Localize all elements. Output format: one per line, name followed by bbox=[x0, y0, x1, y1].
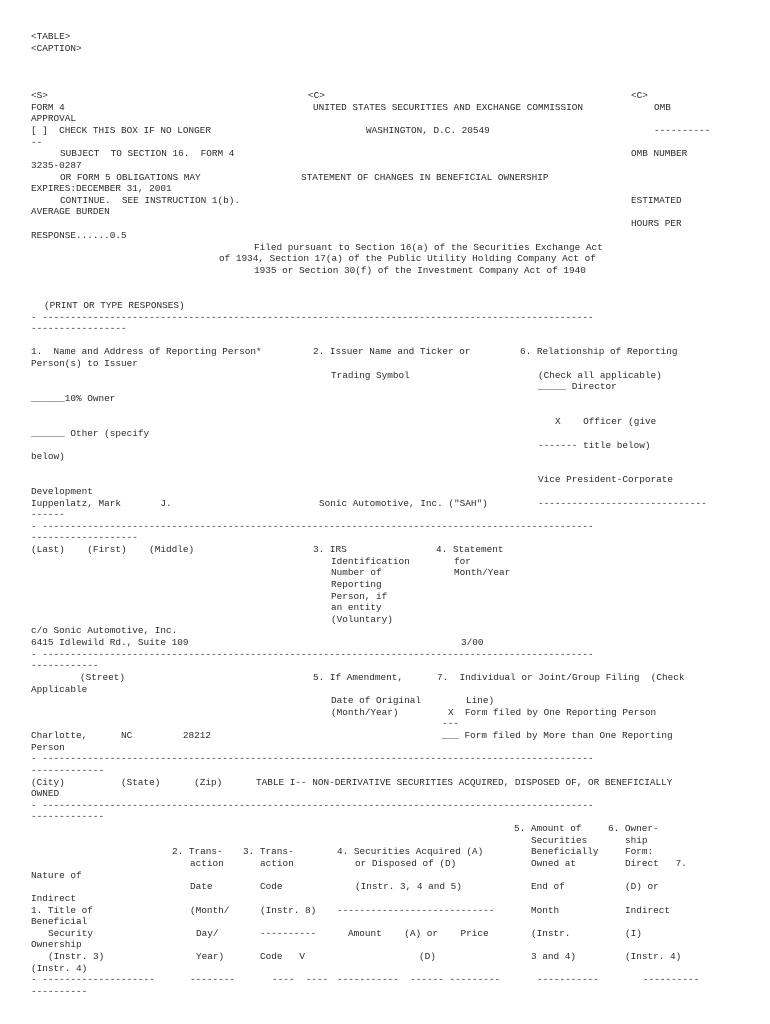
text-line: ---- ---- bbox=[272, 974, 329, 985]
text-line: Date bbox=[190, 881, 213, 892]
text-line: (Instr. 4) bbox=[31, 963, 88, 974]
text-line: Identification bbox=[331, 556, 410, 567]
text-line: CONTINUE. SEE INSTRUCTION 1(b). bbox=[60, 195, 241, 206]
text-line: <C> bbox=[631, 90, 648, 101]
text-line: (Last) (First) (Middle) bbox=[31, 544, 195, 555]
text-line: - -------------------- bbox=[31, 974, 155, 985]
text-line: Person(s) to Issuer bbox=[31, 358, 138, 369]
text-line: - -------------------------------------------------------------------------------------------------- bbox=[31, 800, 594, 811]
text-line: <CAPTION> bbox=[31, 43, 82, 54]
text-line: or Disposed of (D) bbox=[355, 858, 457, 869]
text-line: Vice President-Corporate bbox=[538, 474, 674, 485]
text-line: Owned at bbox=[531, 858, 577, 869]
text-line: OWNED bbox=[31, 788, 60, 799]
text-line: Iuppenlatz, Mark J. bbox=[31, 498, 172, 509]
text-line: OMB NUMBER bbox=[631, 148, 688, 159]
text-line: -------- bbox=[190, 974, 236, 985]
text-line: (City) (State) (Zip) TABLE I-- NON-DERIVATIVE SECURITIES ACQUIRED, DISPOSED OF, OR BENEFICIALLY bbox=[31, 777, 673, 788]
text-line: (PRINT OR TYPE RESPONSES) bbox=[44, 300, 185, 311]
text-line: 1. Title of bbox=[31, 905, 93, 916]
text-line: ______ Other (specify bbox=[31, 428, 150, 439]
text-line: below) bbox=[31, 451, 65, 462]
text-line: ------------ bbox=[31, 660, 99, 671]
text-line: 2. Issuer Name and Ticker or bbox=[313, 346, 471, 357]
text-line: ship bbox=[625, 835, 648, 846]
text-line: OR FORM 5 OBLIGATIONS MAY bbox=[60, 172, 201, 183]
text-line: Beneficial bbox=[31, 916, 88, 927]
text-line: (I) bbox=[625, 928, 642, 939]
text-line: Charlotte, NC 28212 bbox=[31, 730, 212, 741]
text-line: Development bbox=[31, 486, 93, 497]
text-line: 5. Amount of bbox=[514, 823, 582, 834]
text-line: -- bbox=[31, 137, 43, 148]
text-line: ----------- bbox=[537, 974, 599, 985]
text-line: Date of Original bbox=[331, 695, 422, 706]
text-line: AVERAGE BURDEN bbox=[31, 206, 110, 217]
text-line: (Instr. 8) bbox=[260, 905, 317, 916]
text-line: ------------------------------ bbox=[538, 498, 707, 509]
text-line: (Voluntary) bbox=[331, 614, 393, 625]
text-line: Code V bbox=[260, 951, 306, 962]
text-line: 2. Trans- bbox=[172, 846, 223, 857]
text-line: 4. Statement bbox=[436, 544, 504, 555]
text-line: Nature of bbox=[31, 870, 82, 881]
text-line: Sonic Automotive, Inc. ("SAH") bbox=[319, 498, 488, 509]
text-line: OMB bbox=[654, 102, 671, 113]
text-line: ___ Form filed by More than One Reporting bbox=[442, 730, 673, 741]
text-line: X Officer (give bbox=[555, 416, 657, 427]
text-line: ---------- bbox=[260, 928, 317, 939]
text-line: - -------------------------------------------------------------------------------------------------- bbox=[31, 312, 594, 323]
text-line: Applicable bbox=[31, 684, 88, 695]
text-line: action bbox=[190, 858, 224, 869]
text-line: 6415 Idlewild Rd., Suite 109 bbox=[31, 637, 189, 648]
text-line: Direct 7. bbox=[625, 858, 687, 869]
text-line: RESPONSE......0.5 bbox=[31, 230, 127, 241]
text-line: Number of bbox=[331, 567, 382, 578]
text-line: ------------- bbox=[31, 811, 105, 822]
text-line: <C> bbox=[308, 90, 325, 101]
text-line: Form: bbox=[625, 846, 654, 857]
text-line: action bbox=[260, 858, 294, 869]
text-line: Line) bbox=[466, 695, 495, 706]
text-line: UNITED STATES SECURITIES AND EXCHANGE COMMISSION bbox=[313, 102, 584, 113]
text-line: Month bbox=[531, 905, 560, 916]
text-line: ---------- bbox=[654, 125, 711, 136]
text-line: (D) or bbox=[625, 881, 659, 892]
text-line: an entity bbox=[331, 602, 382, 613]
text-line: (Check all applicable) bbox=[538, 370, 662, 381]
text-line: (Instr. bbox=[531, 928, 571, 939]
text-line: ------------------- bbox=[31, 532, 138, 543]
text-line: ----------- ------ --------- bbox=[337, 974, 501, 985]
text-line: Indirect bbox=[31, 893, 77, 904]
text-line: 3 and 4) bbox=[531, 951, 577, 962]
text-line: <TABLE> bbox=[31, 31, 71, 42]
text-line: APPROVAL bbox=[31, 113, 77, 124]
text-line: Month/Year bbox=[454, 567, 511, 578]
text-line: 3. Trans- bbox=[243, 846, 294, 857]
text-line: SUBJECT TO SECTION 16. FORM 4 bbox=[60, 148, 235, 159]
text-line: Reporting bbox=[331, 579, 382, 590]
text-line: HOURS PER bbox=[631, 218, 682, 229]
text-line: ------------- bbox=[31, 765, 105, 776]
text-line: Ownership bbox=[31, 939, 82, 950]
text-line: ---------------------------- bbox=[337, 905, 495, 916]
text-line: 3. IRS bbox=[313, 544, 347, 555]
text-line: for bbox=[454, 556, 471, 567]
text-line: 5. If Amendment, bbox=[313, 672, 404, 683]
text-line: [ ] CHECK THIS BOX IF NO LONGER bbox=[31, 125, 212, 136]
text-line: - -------------------------------------------------------------------------------------------------- bbox=[31, 649, 594, 660]
text-line: 6. Owner- bbox=[608, 823, 659, 834]
text-line: ESTIMATED bbox=[631, 195, 682, 206]
text-line: ------- title below) bbox=[538, 440, 651, 451]
text-line: ______10% Owner bbox=[31, 393, 116, 404]
text-line: - -------------------------------------------------------------------------------------------------- bbox=[31, 521, 594, 532]
text-line: _____ Director bbox=[538, 381, 617, 392]
text-line: 1935 or Section 30(f) of the Investment Company Act of 1940 bbox=[254, 265, 586, 276]
text-line: <S> bbox=[31, 90, 48, 101]
text-line: X Form filed by One Reporting Person bbox=[448, 707, 657, 718]
text-line: Year) bbox=[196, 951, 225, 962]
text-line: 4. Securities Acquired (A) bbox=[337, 846, 484, 857]
text-line: FORM 4 bbox=[31, 102, 65, 113]
text-line: Person, if bbox=[331, 591, 388, 602]
text-line: c/o Sonic Automotive, Inc. bbox=[31, 625, 178, 636]
text-line: STATEMENT OF CHANGES IN BENEFICIAL OWNERSHIP bbox=[301, 172, 549, 183]
text-line: EXPIRES:DECEMBER 31, 2001 bbox=[31, 183, 172, 194]
text-line: ---------- bbox=[643, 974, 700, 985]
text-line: (D) bbox=[419, 951, 436, 962]
text-line: ------ bbox=[31, 509, 65, 520]
text-line: Securities bbox=[531, 835, 588, 846]
text-line: 1. Name and Address of Reporting Person* bbox=[31, 346, 262, 357]
text-line: --- bbox=[442, 718, 459, 729]
text-line: WASHINGTON, D.C. 20549 bbox=[366, 125, 490, 136]
text-line: (Month/ bbox=[190, 905, 230, 916]
text-line: Code bbox=[260, 881, 283, 892]
text-line: Security bbox=[48, 928, 94, 939]
text-line: ---------- bbox=[31, 986, 88, 997]
text-line: End of bbox=[531, 881, 565, 892]
text-line: Filed pursuant to Section 16(a) of the Securities Exchange Act bbox=[254, 242, 603, 253]
text-line: Trading Symbol bbox=[331, 370, 410, 381]
text-line: (Month/Year) bbox=[331, 707, 399, 718]
text-line: of 1934, Section 17(a) of the Public Utility Holding Company Act of bbox=[219, 253, 596, 264]
text-line: - -------------------------------------------------------------------------------------------------- bbox=[31, 753, 594, 764]
text-line: 3235-0287 bbox=[31, 160, 82, 171]
text-line: (Street) bbox=[80, 672, 126, 683]
text-line: 6. Relationship of Reporting bbox=[520, 346, 678, 357]
text-line: Indirect bbox=[625, 905, 671, 916]
text-line: (Instr. 3, 4 and 5) bbox=[355, 881, 462, 892]
text-line: Person bbox=[31, 742, 65, 753]
text-line: (Instr. 3) bbox=[48, 951, 105, 962]
text-line: 7. Individual or Joint/Group Filing (Check bbox=[437, 672, 685, 683]
text-line: (Instr. 4) bbox=[625, 951, 682, 962]
text-line: Amount (A) or Price bbox=[348, 928, 489, 939]
text-line: ----------------- bbox=[31, 323, 127, 334]
text-line: Beneficially bbox=[531, 846, 599, 857]
text-line: 3/00 bbox=[461, 637, 484, 648]
text-line: Day/ bbox=[196, 928, 219, 939]
